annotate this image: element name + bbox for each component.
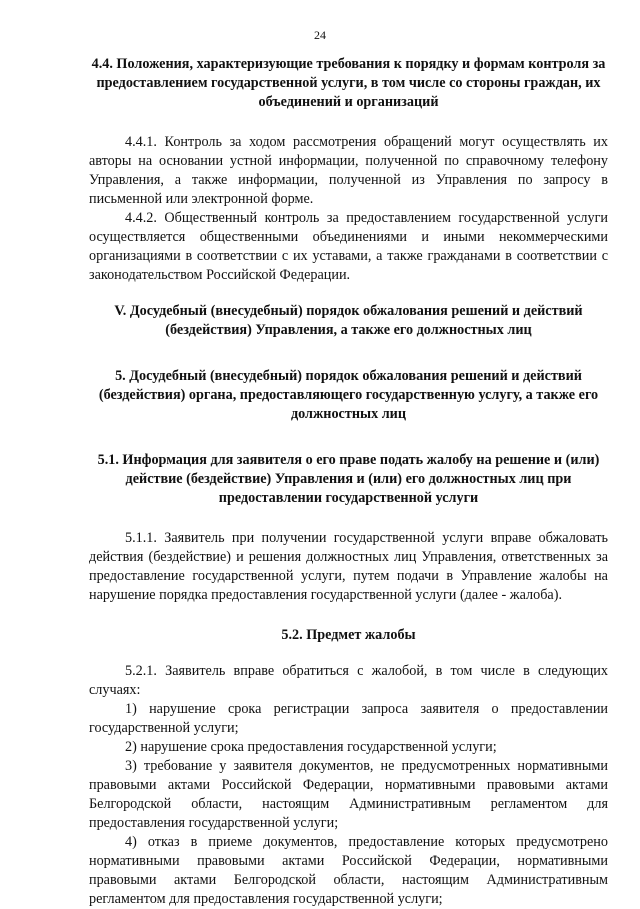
paragraph-4-4-2: 4.4.2. Общественный контроль за предоставлением государственной услуги осуществляется общественными объединениями и иными некоммерческими организациями в соответствии с их уставами, а также гражданами в соответствии с законодательством Российской Федерации.: [89, 210, 608, 283]
section-v-heading: V. Досудебный (внесудебный) порядок обжалования решений и действий (бездействия) Управления, а также его должностных лиц: [114, 303, 583, 338]
section-5-2-heading: 5.2. Предмет жалобы: [281, 627, 416, 643]
section-5-heading: 5. Досудебный (внесудебный) порядок обжалования решений и действий (бездействия) органа, предоставляющего государственную услугу, а также его должностных лиц: [98, 368, 599, 422]
paragraph-5-1-1: 5.1.1. Заявитель при получении государственной услуги вправе обжаловать действия (бездействие) и решения должностных лиц Управления, ответственных за предоставление государственной услуги, путем подачи в Управление жалобы на нарушение порядка предоставления государственной услуги (далее - жалоба).: [89, 530, 608, 603]
page-content: [89, 55, 608, 909]
list-item-2: 2) нарушение срока предоставления государственной услуги;: [125, 739, 497, 755]
section-5-1-heading: 5.1. Информация для заявителя о его праве подать жалобу на решение и (или) действие (бездействие) Управления и (или) его должностных лиц при предоставлении государственной услуги: [97, 452, 600, 506]
list-item-3: 3) требование у заявителя документов, не предусмотренных нормативными правовыми актами Российской Федерации, нормативными правовыми актами Белгородской области, настоящим Административным регламентом для предоставления государственной услуги;: [89, 758, 608, 831]
page-number: 24: [314, 28, 326, 42]
section-4-4-heading: 4.4. Положения, характеризующие требования к порядку и формам контроля за предоставлением государственной услуги, в том числе со стороны граждан, их объединений и организаций: [91, 56, 606, 110]
list-item-1: 1) нарушение срока регистрации запроса заявителя о предоставлении государственной услуги;: [89, 701, 608, 736]
paragraph-4-4-1: 4.4.1. Контроль за ходом рассмотрения обращений могут осуществлять их авторы на основании устной информации, полученной по справочному телефону Управления, а также информации, полученной из Управления по запросу в письменной или электронной форме.: [89, 134, 608, 207]
list-item-4: 4) отказ в приеме документов, предоставление которых предусмотрено нормативными правовыми актами Российской Федерации, нормативными правовыми актами Белгородской области, настоящим Административным регламентом для предоставления государственной услуги;: [89, 834, 608, 907]
paragraph-5-2-1: 5.2.1. Заявитель вправе обратиться с жалобой, в том числе в следующих случаях:: [89, 663, 608, 698]
